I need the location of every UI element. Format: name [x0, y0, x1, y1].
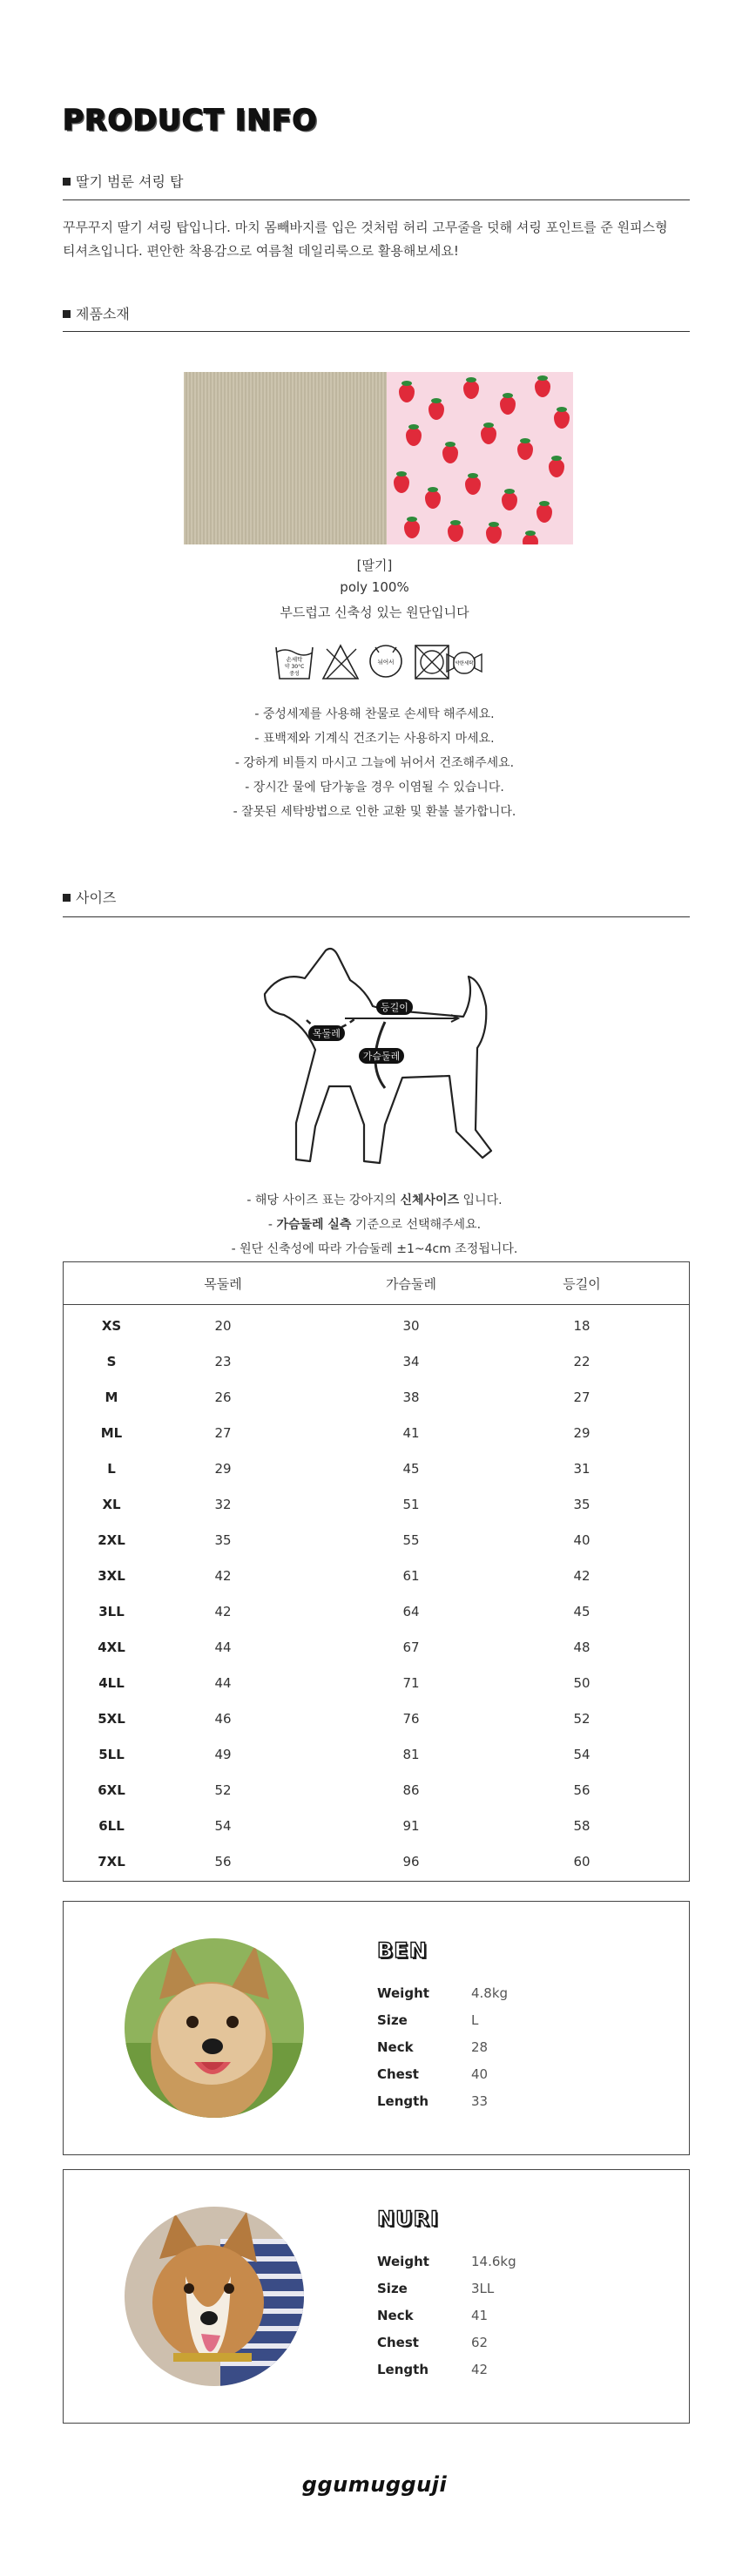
table-cell: 29: [573, 1425, 590, 1441]
table-row: [64, 1525, 689, 1561]
model-name: NURI: [377, 2207, 439, 2231]
model-spec-row: Length 33: [377, 2093, 489, 2109]
care-wash-sub: 중성: [289, 671, 300, 677]
table-cell: 96: [402, 1854, 420, 1869]
table-cell: 46: [214, 1711, 232, 1727]
no-bleach-icon: [323, 646, 358, 679]
size-table-header: [64, 1262, 689, 1305]
size-label: M: [105, 1389, 118, 1405]
table-cell: 44: [214, 1640, 232, 1655]
care-icons: [274, 640, 483, 684]
care-wash-temp: 약 30°C: [284, 664, 305, 670]
model-card-ben: [63, 1901, 690, 2155]
table-cell: 52: [573, 1711, 590, 1727]
model-spec-row: Size 3LL: [377, 2281, 495, 2296]
fabric-texture-image: [184, 372, 387, 544]
diagram-label-chest: 가슴둘레: [362, 1051, 401, 1062]
table-cell: 29: [214, 1461, 232, 1477]
table-row: [64, 1668, 689, 1704]
material-variant: [딸기]: [356, 558, 393, 573]
model-name: BEN: [377, 1938, 428, 1963]
size-label: 4XL: [98, 1640, 125, 1655]
material-note: 부드럽고 신축성 있는 원단입니다: [280, 605, 469, 620]
table-cell: 23: [214, 1354, 232, 1369]
table-cell: 52: [214, 1782, 232, 1798]
table-cell: 56: [573, 1782, 590, 1798]
size-section-title: 사이즈: [76, 889, 117, 906]
table-row: [64, 1418, 689, 1454]
table-cell: 61: [402, 1568, 420, 1584]
table-cell: 56: [214, 1854, 232, 1869]
table-cell: 86: [402, 1782, 420, 1798]
size-label: 3XL: [98, 1568, 125, 1584]
table-cell: 35: [573, 1497, 590, 1512]
table-cell: 42: [214, 1568, 232, 1584]
model-spec-row: Neck 41: [377, 2308, 489, 2323]
size-label: 6XL: [98, 1782, 125, 1798]
divider: [63, 199, 690, 200]
size-label: 5LL: [98, 1747, 125, 1762]
divider: [63, 331, 690, 332]
column-header: 등길이: [563, 1276, 601, 1292]
table-cell: 58: [573, 1818, 590, 1834]
size-table: [63, 1261, 690, 1882]
material-section-title: 제품소재: [76, 306, 130, 322]
size-label: 6LL: [98, 1818, 125, 1834]
model-spec-row: Chest 40: [377, 2066, 489, 2082]
size-label: L: [107, 1461, 116, 1477]
table-cell: 27: [214, 1425, 232, 1441]
size-label: 7XL: [98, 1854, 125, 1869]
table-cell: 67: [402, 1640, 420, 1655]
size-label: 5XL: [98, 1711, 125, 1727]
table-row: [64, 1347, 689, 1383]
size-label: 4LL: [98, 1675, 125, 1691]
size-note: - 가슴둘레 실측 기준으로 선택해주세요.: [267, 1218, 482, 1232]
table-cell: 34: [402, 1354, 420, 1369]
care-note: - 강하게 비틀지 마시고 그늘에 뉘어서 건조해주세요.: [234, 756, 515, 770]
table-cell: 51: [402, 1497, 420, 1512]
description-line: 티셔츠입니다. 편안한 착용감으로 여름철 데일리룩으로 활용해보세요!: [63, 243, 459, 259]
size-note: - 해당 사이즈 표는 강아지의 신체사이즈 입니다.: [246, 1193, 503, 1207]
model-spec-row: Weight 14.6kg: [377, 2254, 516, 2269]
table-cell: 54: [214, 1818, 232, 1834]
table-cell: 32: [214, 1497, 232, 1512]
description-line: 꾸무꾸지 딸기 셔링 탑입니다. 마치 몸빼바지를 입은 것처럼 허리 고무줄을 덧해 셔링 포인트를 준 원피스형: [63, 220, 668, 235]
care-notes: [0, 702, 749, 824]
column-header: 가슴둘레: [386, 1276, 436, 1292]
model-spec-row: Neck 28: [377, 2039, 489, 2055]
model-spec-row: Chest 62: [377, 2335, 489, 2350]
table-row: [64, 1775, 689, 1811]
brand-logo: ggumugguji: [301, 2472, 448, 2497]
table-row: [64, 1740, 689, 1775]
care-note: - 표백제와 기계식 건조기는 사용하지 마세요.: [254, 732, 495, 746]
care-note: - 장시간 물에 담가놓을 경우 이염될 수 있습니다.: [245, 781, 504, 794]
table-cell: 64: [402, 1604, 420, 1619]
care-note: - 잘못된 세탁방법으로 인한 교환 및 환불 불가합니다.: [233, 805, 516, 819]
table-row: [64, 1633, 689, 1668]
model-photo-nuri: [125, 2207, 304, 2386]
product-name-heading: [63, 171, 690, 191]
table-cell: 26: [214, 1389, 232, 1405]
product-name: 딸기 범룬 셔링 탑: [76, 173, 184, 190]
product-description: [63, 216, 698, 263]
model-spec-row: Size L: [377, 2012, 479, 2028]
table-cell: 44: [214, 1675, 232, 1691]
table-cell: 20: [214, 1318, 232, 1334]
size-label: 2XL: [98, 1532, 125, 1548]
table-cell: 91: [402, 1818, 420, 1834]
table-row: [64, 1383, 689, 1418]
table-row: [64, 1811, 689, 1847]
table-cell: 45: [402, 1461, 420, 1477]
table-cell: 50: [573, 1675, 590, 1691]
size-heading: [63, 887, 690, 907]
table-row: [64, 1311, 689, 1347]
table-cell: 40: [573, 1532, 590, 1548]
bullet-square-icon: [63, 894, 71, 902]
care-wash-label: 손세탁: [286, 656, 303, 663]
table-row: [64, 1597, 689, 1633]
table-cell: 76: [402, 1711, 420, 1727]
table-cell: 54: [573, 1747, 590, 1762]
size-notes: [0, 1188, 749, 1261]
model-card-nuri: [63, 2169, 690, 2424]
dog-measurement-diagram: [254, 945, 507, 1176]
hand-wash-icon: [276, 647, 313, 679]
bullet-square-icon: [63, 310, 71, 318]
material-heading: [63, 303, 690, 323]
table-cell: 49: [214, 1747, 232, 1762]
table-row: [64, 1561, 689, 1597]
size-label: XS: [101, 1318, 122, 1334]
diagram-label-back: 등길이: [381, 1002, 408, 1013]
table-cell: 45: [573, 1604, 590, 1619]
table-cell: 41: [402, 1425, 420, 1441]
table-row: [64, 1454, 689, 1490]
size-label: XL: [102, 1497, 121, 1512]
material-composition: poly 100%: [340, 579, 409, 595]
size-label: 3LL: [98, 1604, 125, 1619]
gentle-wash-icon: [447, 652, 482, 673]
table-row: [64, 1490, 689, 1525]
table-cell: 22: [573, 1354, 590, 1369]
bullet-square-icon: [63, 178, 71, 186]
table-cell: 48: [573, 1640, 590, 1655]
table-row: [64, 1704, 689, 1740]
flat-dry-icon: [370, 646, 401, 677]
table-cell: 18: [573, 1318, 590, 1334]
page-title: PRODUCT INFO: [63, 103, 318, 137]
no-tumble-dry-icon: [415, 646, 449, 679]
table-cell: 35: [214, 1532, 232, 1548]
table-cell: 38: [402, 1389, 420, 1405]
care-clean-label: 약한세탁: [455, 661, 474, 666]
care-dry-label: 뉘어서: [377, 659, 395, 666]
table-cell: 30: [402, 1318, 420, 1334]
size-note: - 원단 신축성에 따라 가슴둘레 ±1~4cm 조정됩니다.: [231, 1242, 518, 1256]
strawberry-print-image: [387, 372, 573, 544]
table-cell: 71: [402, 1675, 420, 1691]
care-note: - 중성세제를 사용해 찬물로 손세탁 해주세요.: [254, 707, 495, 721]
diagram-label-neck: 목둘레: [313, 1028, 341, 1039]
model-spec-row: Weight 4.8kg: [377, 1985, 509, 2001]
model-photo-ben: [125, 1938, 304, 2118]
size-label: ML: [100, 1425, 123, 1441]
table-cell: 42: [214, 1604, 232, 1619]
column-header: 목둘레: [204, 1276, 242, 1292]
table-cell: 81: [402, 1747, 420, 1762]
table-cell: 27: [573, 1389, 590, 1405]
table-row: [64, 1847, 689, 1883]
table-cell: 60: [573, 1854, 590, 1869]
table-cell: 42: [573, 1568, 590, 1584]
table-cell: 55: [402, 1532, 420, 1548]
table-cell: 31: [573, 1461, 590, 1477]
size-label: S: [106, 1354, 117, 1369]
divider: [63, 916, 690, 917]
model-spec-row: Length 42: [377, 2362, 489, 2377]
